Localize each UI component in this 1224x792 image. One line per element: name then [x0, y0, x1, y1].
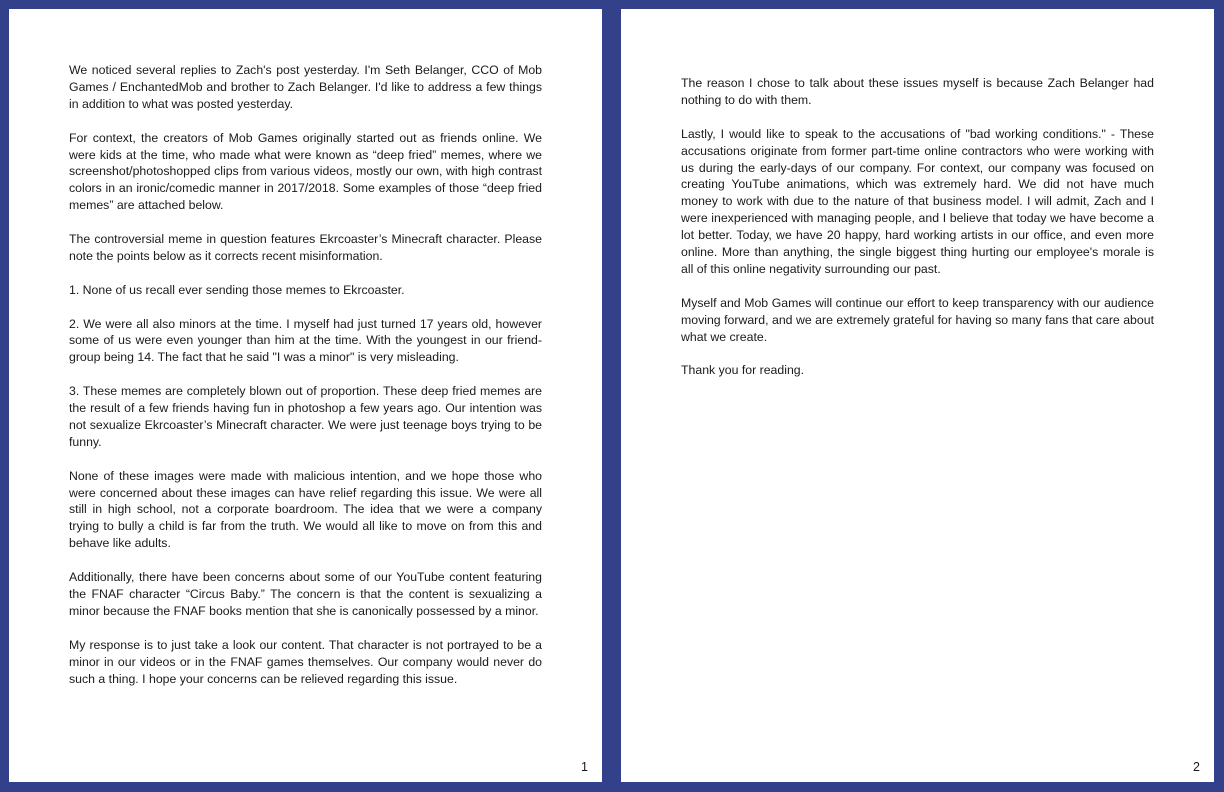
paragraph: Thank you for reading. [681, 363, 805, 378]
document-page-1 [9, 9, 602, 782]
paragraph: My response is to just take a look our content. That character is not portrayed to be a minor in our videos or in the FNAF games themselves. Our company would never do such a thing. I hope your concerns can be relieved regarding this issue. [69, 637, 542, 686]
paragraph: The reason I chose to talk about these issues myself is because Zach Belanger had nothing to do with them. [681, 76, 1154, 107]
document-page-2 [621, 9, 1214, 782]
paragraph: For context, the creators of Mob Games originally started out as friends online. We were kids at the time, who made what were known as “deep fried” memes, where we screenshot/photoshopped clips from various videos, mostly our own, with high contrast colors in an ironic/comedic manner in 2017/2018. Some examples of those “deep fried memes” are attached below. [69, 130, 542, 213]
page-number: 2 [1193, 760, 1200, 774]
paragraph: Additionally, there have been concerns about some of our YouTube content featuring the FNAF character “Circus Baby.” The concern is that the content is sexualizing a minor because the FNAF books mention that she is canonically possessed by a minor. [69, 570, 542, 618]
paragraph: None of these images were made with malicious intention, and we hope those who were concerned about these images can have relief regarding this issue. We were all still in high school, not a corporate boardroom. The idea that we were a company trying to bully a child is far from the truth. We would all like to move on from this and behave like adults. [69, 468, 542, 551]
paragraph: 3. These memes are completely blown out of proportion. These deep fried memes are the result of a few friends having fun in photoshop a few years ago. Our intention was not sexualize Ekrcoaster’s Minecraft character. We were just teenage boys trying to be funny. [69, 384, 542, 449]
paragraph: Myself and Mob Games will continue our effort to keep transparency with our audience moving forward, and we are extremely grateful for having so many fans that care about what we create. [681, 295, 1154, 344]
paragraph: 2. We were all also minors at the time. I myself had just turned 17 years old, however some of us were even younger than him at the time. With the youngest in our friend-group being 14. The fact that he said "I was a minor" is very misleading. [69, 316, 542, 365]
paragraph: 1. None of us recall ever sending those memes to Ekrcoaster. [69, 282, 405, 297]
paragraph: The controversial meme in question features Ekrcoaster’s Minecraft character. Please note the points below as it corrects recent misinformation. [69, 232, 542, 263]
page-1-body [69, 62, 542, 704]
page-2-body [681, 75, 1154, 396]
paragraph: We noticed several replies to Zach's post yesterday. I'm Seth Belanger, CCO of Mob Games / EnchantedMob and brother to Zach Belanger. I'd like to address a few things in addition to what was posted yesterday. [69, 63, 542, 111]
paragraph: Lastly, I would like to speak to the accusations of "bad working conditions." - These accusations originate from former part-time online contractors who were working with us during the early-days of our company. For context, our company was focused on creating YouTube animations, which was extremely hard. We did not have much money to work with due to the nature of that business model. I will admit, Zach and I were inexperienced with managing people, and I believe that today we have become a lot better. Today, we have 20 happy, hard working artists in our office, and even more online. More than anything, the single biggest thing hurting our employee's morale is all of this online negativity surrounding our past. [681, 126, 1154, 276]
page-number: 1 [581, 760, 588, 774]
